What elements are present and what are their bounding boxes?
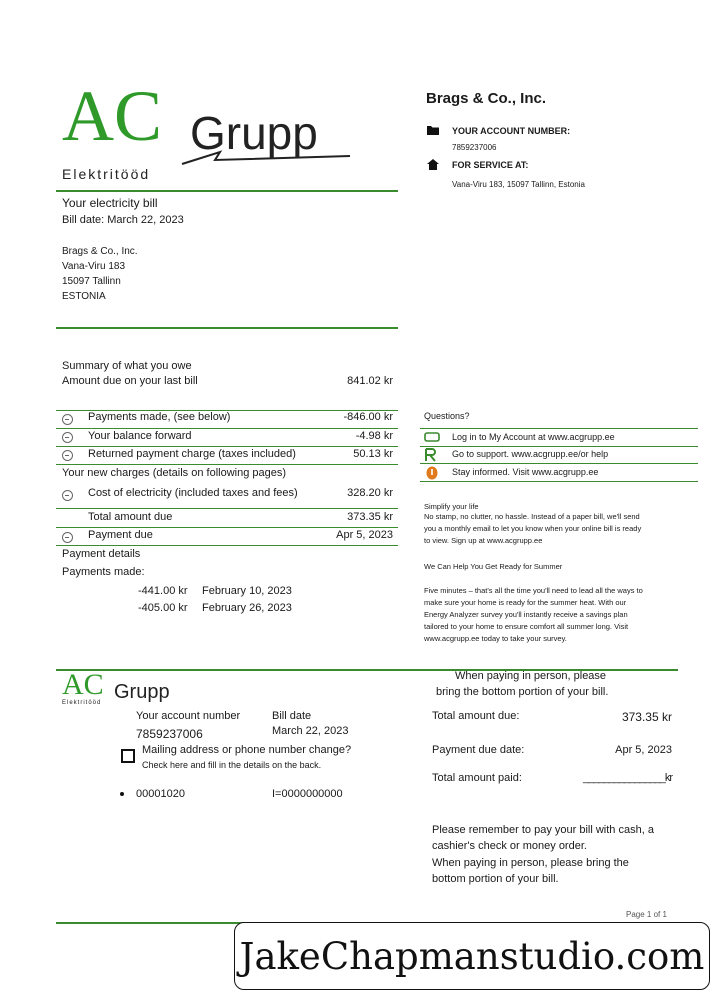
folder-icon [426,124,440,136]
plus-circle-icon [62,490,73,501]
divider [56,545,398,546]
question-item[interactable]: Go to support. www.acgrupp.ee/or help [452,449,609,459]
last-bill-value: 841.02 kr [347,375,393,387]
payment-due-value: Apr 5, 2023 [336,529,393,541]
remember-line: When paying in person, please bring the [432,857,629,869]
divider [56,527,398,528]
summer-title: We Can Help You Get Ready for Summer [424,562,563,571]
summary-row-label: Payments made, (see below) [88,411,231,423]
payment-date: February 26, 2023 [202,602,292,614]
stub-due-date-value: Apr 5, 2023 [615,744,672,756]
mailing-change-sub: Check here and fill in the details on the back. [142,760,322,770]
stub-logo-subtitle: Elektritööd [62,700,102,706]
divider [56,464,398,465]
company-name: Brags & Co., Inc. [426,90,547,107]
summary-row-value: 50.13 kr [353,448,393,460]
watermark: JakeChapmanstudio.com [234,922,710,990]
paying-note-line: bring the bottom portion of your bill. [436,686,609,698]
address-line: Brags & Co., Inc. [62,246,138,257]
cost-value: 328.20 kr [347,487,393,499]
simplify-line: No stamp, no clutter, no hassle. Instead of a paper bill, we'll send [424,512,640,521]
logo-bolt-icon [180,148,355,166]
minus-circle-icon [62,432,73,443]
stub-bill-date-value: March 22, 2023 [272,725,349,737]
summary-row-value: -846.00 kr [343,411,393,423]
divider [56,446,398,447]
questions-heading: Questions? [424,411,470,421]
total-due-value: 373.35 kr [347,511,393,523]
divider [420,428,698,429]
divider [420,481,698,482]
stub-paid-field[interactable]: ________________kr [582,772,672,784]
payment-amount: -441.00 kr [138,585,188,597]
payment-amount: -405.00 kr [138,602,188,614]
simplify-title: Simplify your life [424,502,479,511]
logo-grupp: Grupp [190,107,318,159]
last-bill-label: Amount due on your last bill [62,375,198,387]
divider [420,446,698,447]
stub-total-due-value: 373.35 kr [621,710,672,724]
minus-circle-icon [62,450,73,461]
divider [56,508,398,509]
stub-account-label: Your account number [136,710,241,722]
paying-note-line: When paying in person, please [455,670,607,682]
stub-due-date-label: Payment due date: [432,744,525,756]
address-change-checkbox[interactable] [121,749,135,763]
remember-line: cashier's check or money order. [432,840,587,852]
simplify-line: you a monthly email to let you know when your online bill is ready [424,524,642,533]
payment-due-label: Payment due [88,529,153,541]
divider [56,190,398,192]
bill-title: Your electricity bill [62,196,158,210]
stub-account-number: 7859237006 [136,727,203,741]
minus-circle-icon [62,414,73,425]
payment-details-heading: Payment details [62,548,141,560]
payments-made-label: Payments made: [62,566,145,578]
summer-line: www.acgrupp.ee today to take your survey. [424,634,567,643]
summary-row-label: Returned payment charge (taxes included) [88,448,296,460]
minus-circle-icon [62,532,73,543]
summer-line: tailored to your home to ensure comfort all summer long. Visit [424,622,629,631]
info-icon [426,466,438,480]
summer-line: make sure your home is ready for the summer heat. With our [424,598,627,607]
summary-row-value: -4.98 kr [355,430,393,442]
account-number-label: YOUR ACCOUNT NUMBER: [452,126,571,136]
service-address: Vana-Viru 183, 15097 Tallinn, Estonia [452,180,585,189]
summary-heading: Summary of what you owe [62,360,192,372]
bullet-icon [120,792,124,796]
address-line: Vana-Viru 183 [62,261,126,272]
address-line: ESTONIA [62,291,106,302]
question-item[interactable]: Log in to My Account at www.acgrupp.ee [452,432,615,442]
stub-scan-line: I=0000000000 [272,788,343,800]
stub-code: 00001020 [136,788,185,800]
address-line: 15097 Tallinn [62,276,121,287]
summer-line: Energy Analyzer survey you'll instantly receive a savings plan [424,610,628,619]
question-item[interactable]: Stay informed. Visit www.acgrupp.ee [452,467,599,477]
payment-date: February 10, 2023 [202,585,292,597]
remember-line: Please remember to pay your bill with cash, a [432,824,654,836]
stub-paid-label: Total amount paid: [432,772,522,784]
cost-label: Cost of electricity (included taxes and fees) [88,487,298,499]
mailing-change-label: Mailing address or phone number change? [142,744,352,756]
simplify-line: to view. Sign up at www.acgrupp.ee [424,536,543,545]
divider [420,463,698,464]
chat-icon [424,432,440,443]
summary-row-label: Your balance forward [88,430,192,442]
stub-total-due-label: Total amount due: [432,710,520,722]
support-icon [424,448,438,462]
remember-line: bottom portion of your bill. [432,873,559,885]
summer-line: Five minutes – that's all the time you'll need to lead all the ways to [424,586,643,595]
house-icon [426,158,440,171]
new-charges-label: Your new charges (details on following pages) [62,467,287,479]
page-number: Page 1 of 1 [626,910,667,919]
divider [56,428,398,429]
service-label: FOR SERVICE AT: [452,160,529,170]
stub-logo-ac: AC [62,668,104,701]
logo-ac: AC [62,76,163,156]
account-number-value: 7859237006 [452,143,497,152]
stub-logo-grupp: Grupp [114,681,170,703]
total-due-label: Total amount due [88,511,173,523]
bill-date: Bill date: March 22, 2023 [62,214,184,226]
logo-subtitle: Elektritööd [62,166,151,182]
divider [56,327,398,329]
stub-bill-date-label: Bill date [272,710,312,722]
